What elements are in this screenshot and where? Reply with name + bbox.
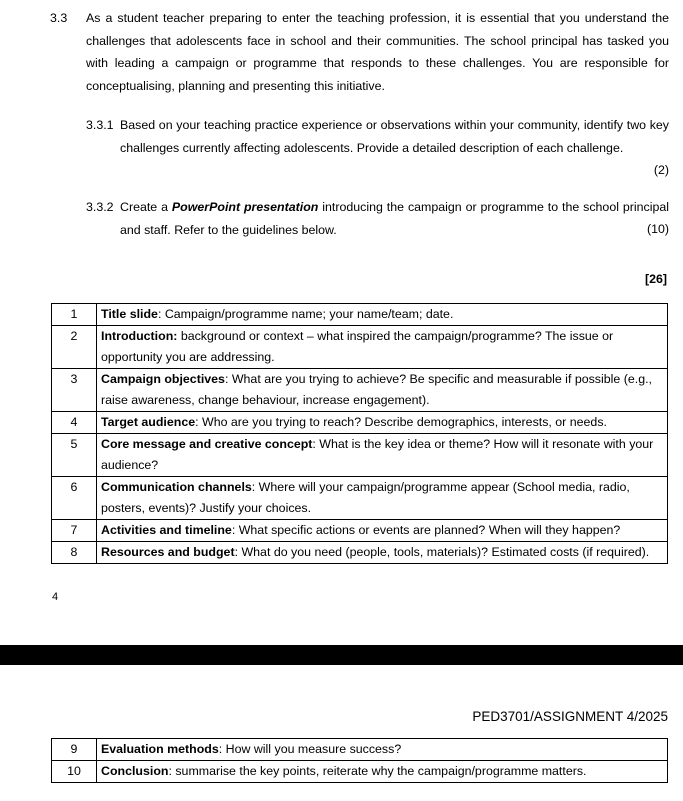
guideline-number: 9 — [52, 739, 97, 761]
subquestion-3-3-2 — [86, 196, 669, 241]
guideline-number: 10 — [52, 761, 97, 783]
subquestion-text — [86, 196, 669, 241]
subquestion-number: 3.3.2 — [86, 200, 114, 214]
subquestion-text: Based on your teaching practice experience or observations within your community, identify two key challenges currently affecting adolescents. Provide a detailed description of each challenge. — [120, 118, 669, 155]
guideline-label: Resources and budget — [101, 545, 235, 559]
guideline-label: Target audience — [101, 415, 196, 429]
guideline-description: : What is the key idea or theme? How will it resonate with your audience? — [101, 437, 654, 472]
guideline-description: background or context – what inspired the campaign/programme? The issue or opportunity you are addressing. — [101, 329, 614, 364]
assignment-header-ref: PED3701/ASSIGNMENT 4/2025 — [472, 709, 668, 724]
question-number: 3.3 — [50, 11, 68, 25]
guideline-text — [97, 412, 668, 434]
guideline-description: : Campaign/programme name; your name/team; date. — [157, 307, 454, 321]
guideline-text — [97, 761, 668, 783]
subquestion-number: 3.3.1 — [86, 118, 114, 132]
page-number: 4 — [52, 591, 59, 603]
text-after: introducing the campaign or programme to the school principal and staff. Refer to the guidelines below. — [120, 200, 670, 237]
guideline-text — [97, 326, 668, 369]
guideline-description: : What do you need (people, tools, materials)? Estimated costs (if required). — [234, 545, 650, 559]
guideline-description: : What specific actions or events are planned? When will they happen? — [231, 523, 621, 537]
guideline-label: Activities and timeline — [101, 523, 232, 537]
guideline-text — [97, 369, 668, 412]
guideline-description: : Where will your campaign/programme appear (School media, radio, posters, events)? Justify your choices. — [101, 480, 630, 515]
subquestion-marks: (2) — [653, 163, 669, 177]
guideline-number: 5 — [52, 434, 97, 477]
guideline-number: 4 — [52, 412, 97, 434]
guideline-description: : What are you trying to achieve? Be specific and measurable if possible (e.g., raise awareness, change behaviour, increase engagement). — [101, 372, 652, 407]
guideline-number: 2 — [52, 326, 97, 369]
guideline-number: 1 — [52, 304, 97, 326]
question-text: As a student teacher preparing to enter the teaching profession, it is essential that you understand the challenges that adolescents face in school and their communities. The school principal has tasked you with leading a campaign or programme that responds to these challenges. You are responsible for conceptualising, planning and presenting this initiative. — [86, 11, 669, 93]
subquestion-marks: (10) — [646, 222, 669, 236]
guideline-row — [52, 477, 668, 520]
guideline-label: Communication channels — [101, 480, 252, 494]
guideline-row — [52, 739, 668, 761]
guideline-row — [52, 369, 668, 412]
guideline-text — [97, 520, 668, 542]
guideline-text — [97, 304, 668, 326]
guideline-label: Title slide — [101, 307, 158, 321]
guideline-label: Conclusion — [101, 764, 169, 778]
guideline-label: Evaluation methods — [101, 742, 219, 756]
guideline-label: Core message and creative concept — [101, 437, 313, 451]
guideline-description: : How will you measure success? — [218, 742, 402, 756]
guidelines-table-part1 — [51, 303, 668, 564]
page-break-bar — [0, 645, 683, 665]
guideline-text — [97, 542, 668, 564]
guideline-text — [97, 477, 668, 520]
guideline-row — [52, 542, 668, 564]
guideline-row — [52, 520, 668, 542]
guideline-number: 8 — [52, 542, 97, 564]
subquestion-3-3-1 — [86, 114, 669, 177]
total-marks: [26] — [644, 272, 667, 286]
guideline-label: Campaign objectives — [101, 372, 225, 386]
guideline-row — [52, 434, 668, 477]
guideline-description: : summarise the key points, reiterate why the campaign/programme matters. — [168, 764, 587, 778]
guideline-row — [52, 761, 668, 783]
guideline-description: : Who are you trying to reach? Describe demographics, interests, or needs. — [195, 415, 607, 429]
guideline-text — [97, 434, 668, 477]
guideline-label: Introduction: — [101, 329, 178, 343]
guideline-number: 3 — [52, 369, 97, 412]
guidelines-table-part2 — [51, 738, 668, 783]
guideline-text — [97, 739, 668, 761]
text-before: Create a — [120, 200, 172, 214]
guideline-row — [52, 304, 668, 326]
guideline-number: 6 — [52, 477, 97, 520]
guideline-row — [52, 412, 668, 434]
guideline-row — [52, 326, 668, 369]
guideline-number: 7 — [52, 520, 97, 542]
emphasis-text: PowerPoint presentation — [171, 200, 319, 214]
